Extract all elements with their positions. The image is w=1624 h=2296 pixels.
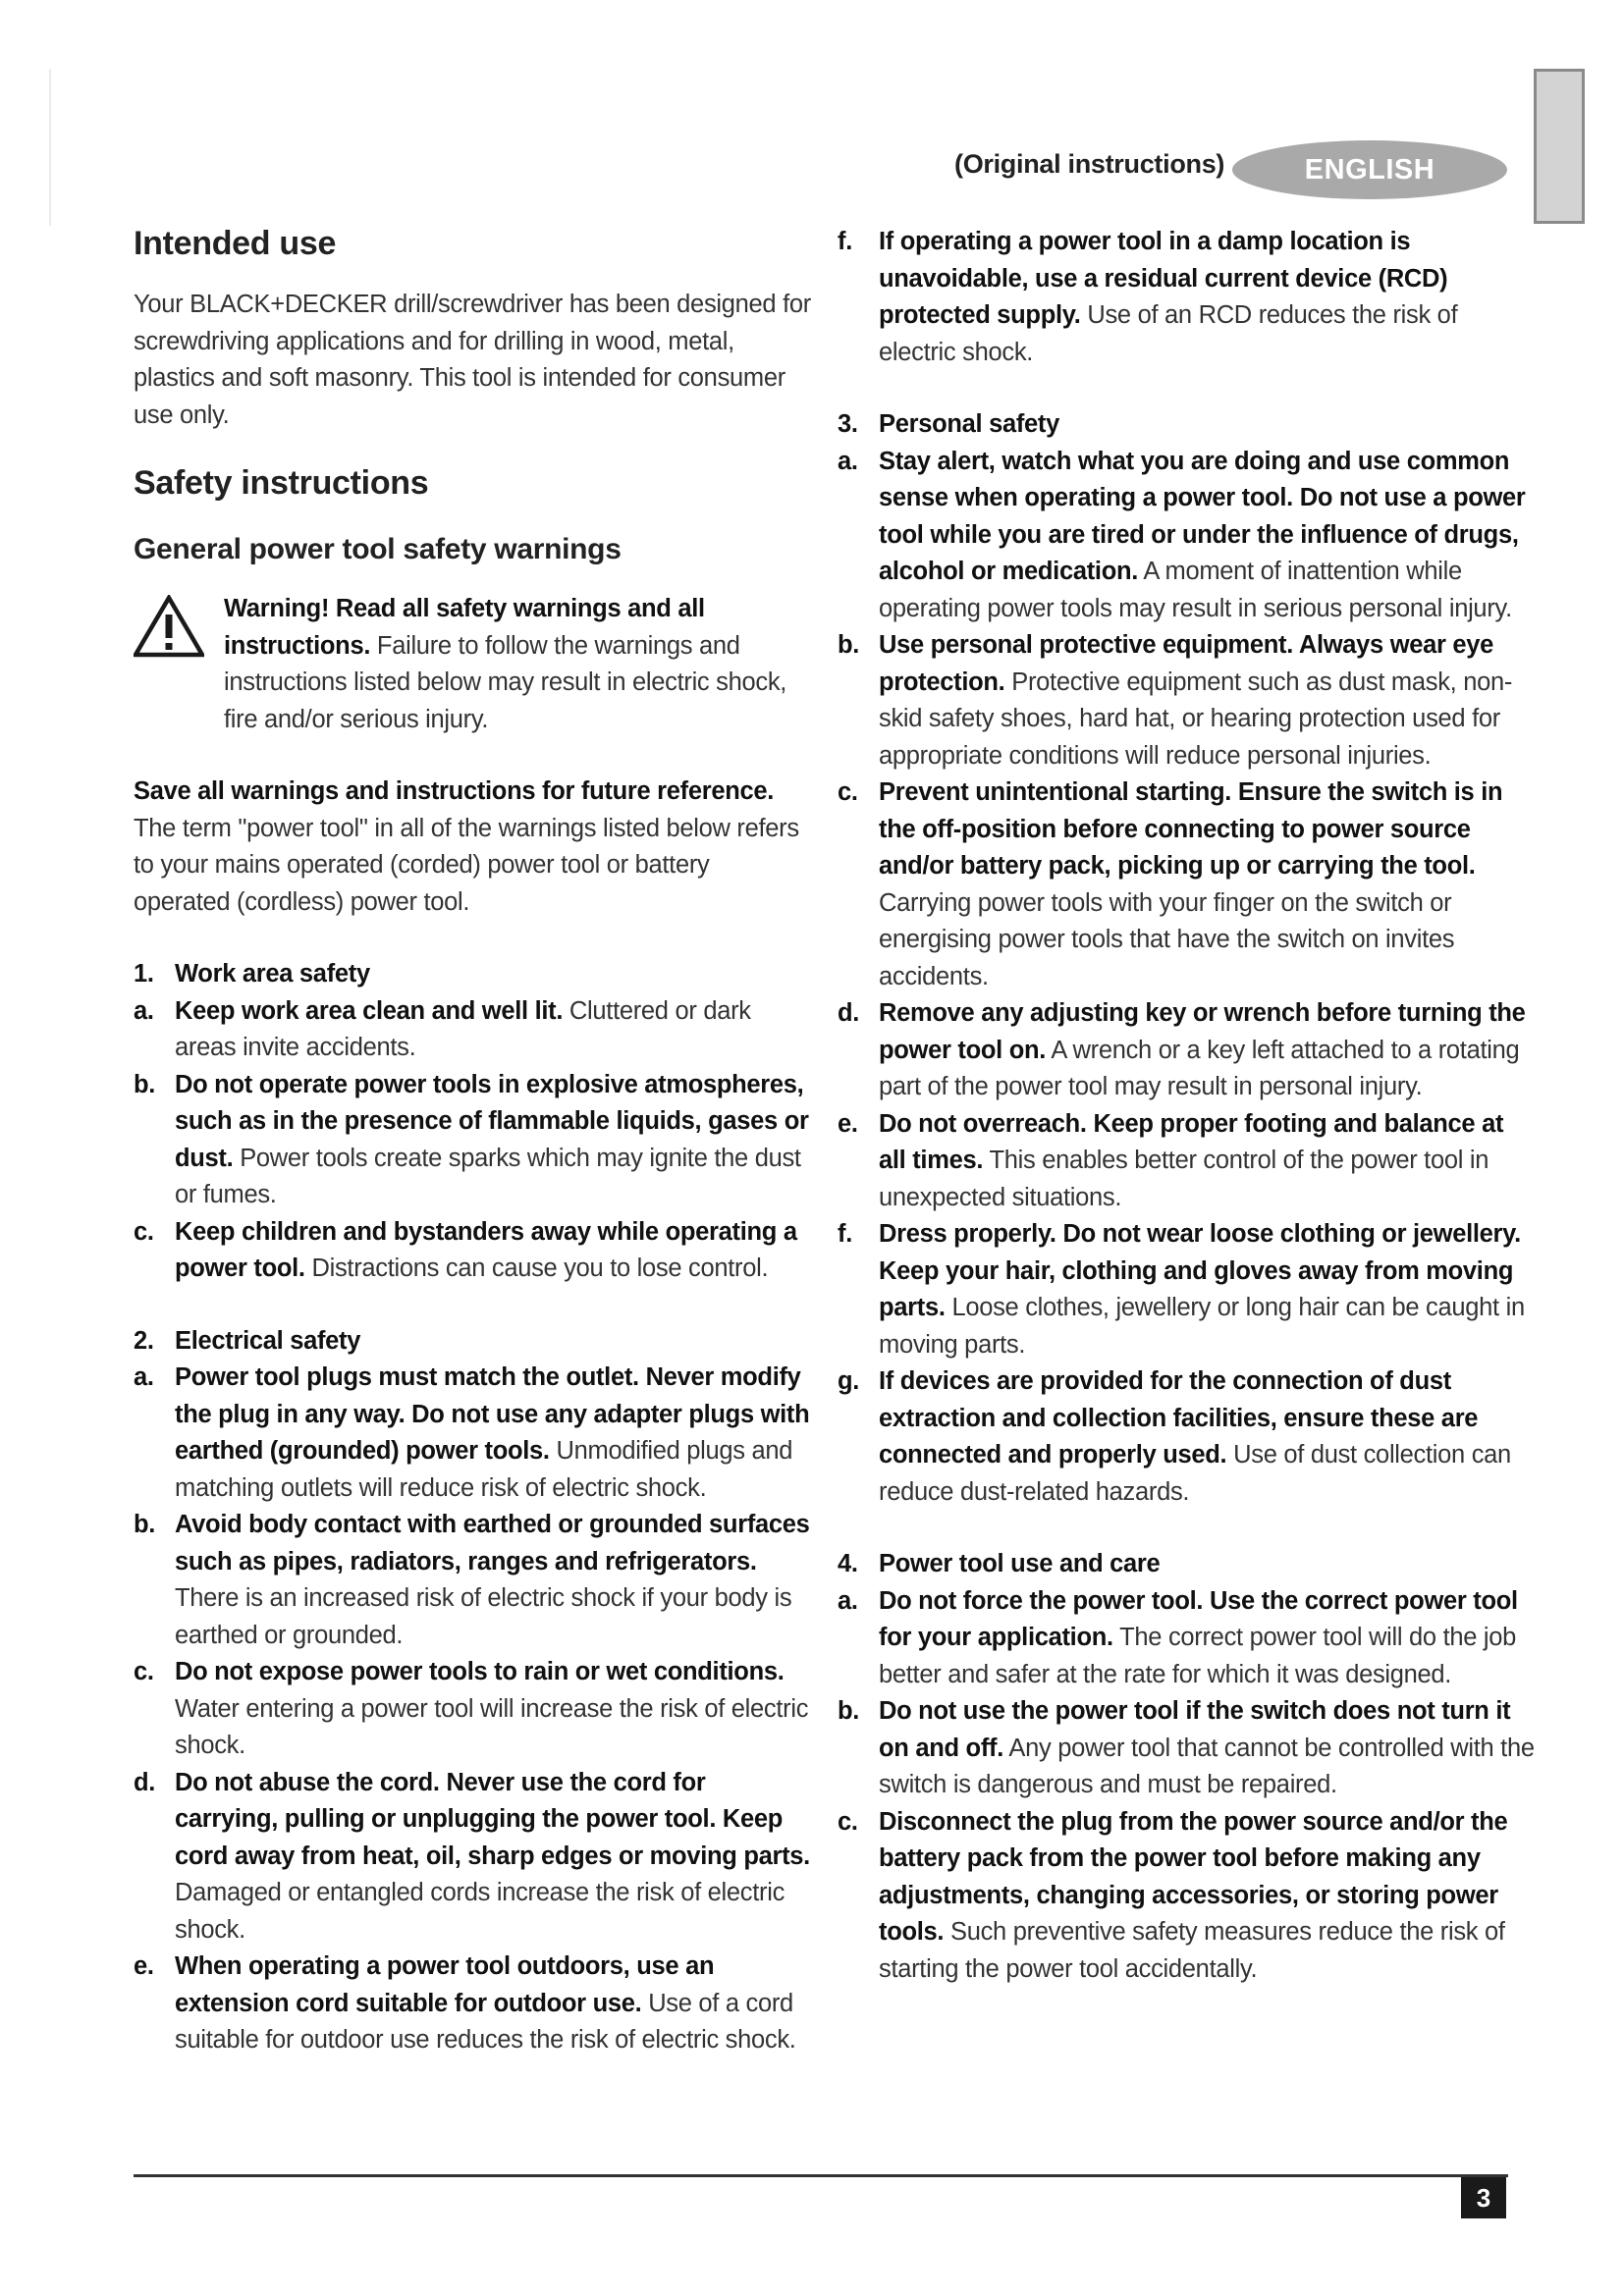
item-bold: If devices are provided for the connection of dust extraction and collection facilities, ensure these are connected and properly used. (879, 1367, 1479, 1468)
item-bold: Keep children and bystanders away while operating a power tool. (175, 1217, 797, 1282)
list-item (134, 1949, 811, 2059)
item-text: Any power tool that cannot be controlled with the switch is dangerous and must be repaired. (879, 1734, 1535, 1798)
item-bold: Stay alert, watch what you are doing and use common sense when operating a power tool. Do not use a power tool while you are tired or under the influence of drugs, alcohol or medication. (879, 447, 1526, 585)
list-item (838, 1216, 1537, 1363)
list-item (838, 1583, 1537, 1694)
list-item (134, 1765, 811, 1949)
item-bold: Dress properly. Do not wear loose clothing or jewellery. Keep your hair, clothing and gloves away from moving parts. (879, 1220, 1521, 1321)
item-text: There is an increased risk of electric shock if your body is earthed or grounded. (175, 1584, 792, 1649)
item-label: f. (838, 1220, 852, 1248)
warning-bold: Warning! Read all safety warnings and all instructions. (224, 595, 705, 660)
list-item (134, 1507, 811, 1654)
list-item (838, 224, 1537, 371)
section-heading-electrical (134, 1323, 811, 1361)
item-text: Damaged or entangled cords increase the risk of electric shock. (175, 1879, 785, 1944)
save-bold: Save all warnings and instructions for future reference. (134, 777, 775, 805)
intended-use-heading: Intended use (134, 225, 337, 262)
section-title: Power tool use and care (879, 1550, 1161, 1577)
item-text: Use of a cord suitable for outdoor use reduces the risk of electric shock. (175, 1989, 796, 2054)
item-bold: Disconnect the plug from the power source and/or the battery pack from the power tool before making any adjustments, changing accessories, or storing power tools. (879, 1807, 1508, 1946)
item-text: A wrench or a key left attached to a rotating part of the power tool may result in personal injury. (879, 1036, 1520, 1100)
item-label: c. (838, 778, 858, 806)
item-label: b. (134, 1511, 156, 1538)
item-label: a. (134, 996, 154, 1025)
item-text: Such preventive safety measures reduce the risk of starting the power tool accidentally. (879, 1918, 1505, 1983)
item-bold: Power tool plugs must match the outlet. Never modify the plug in any way. Do not use any adapter plugs with earthed (grounded) power tools. (175, 1363, 810, 1465)
list-item (134, 1654, 811, 1765)
item-text: Unmodified plugs and matching outlets will reduce risk of electric shock. (175, 1437, 793, 1502)
list-item (838, 995, 1537, 1106)
language-side-tab (1534, 69, 1585, 224)
section-number: 3. (838, 410, 858, 438)
list-item (838, 1804, 1537, 1989)
item-bold: If operating a power tool in a damp location is unavoidable, use a residual current device (RCD) protected supply. (879, 228, 1448, 329)
item-bold: Keep work area clean and well lit. (175, 996, 564, 1025)
section-heading-personal-safety (838, 406, 1537, 444)
item-bold: When operating a power tool outdoors, use an extension cord suitable for outdoor use. (175, 1952, 715, 2017)
item-label: e. (838, 1109, 858, 1138)
list-item (838, 1693, 1537, 1804)
item-label: g. (838, 1367, 860, 1395)
item-text: Loose clothes, jewellery or long hair can be caught in moving parts. (879, 1294, 1525, 1359)
item-text: Water entering a power tool will increase the risk of electric shock. (175, 1694, 809, 1759)
item-text: Carrying power tools with your finger on the switch or energising power tools that have the switch on invites accidents. (879, 888, 1455, 990)
item-label: a. (134, 1363, 154, 1391)
item-bold: Avoid body contact with earthed or grounded surfaces such as pipes, radiators, ranges and refrigerators. (175, 1511, 810, 1575)
item-label: a. (838, 1586, 858, 1615)
original-instructions-label: (Original instructions) (954, 149, 1225, 179)
list-item (838, 774, 1537, 995)
general-warnings-heading: General power tool safety warnings (134, 533, 622, 565)
item-bold: Do not overreach. Keep proper footing and balance at all times. (879, 1109, 1504, 1174)
save-instructions-paragraph (134, 774, 811, 921)
item-label: d. (838, 999, 860, 1027)
item-bold: Do not use the power tool if the switch does not turn it on and off. (879, 1697, 1511, 1762)
item-bold: Prevent unintentional starting. Ensure the switch is in the off-position before connecting to power source and/or battery pack, picking up or carrying the tool. (879, 778, 1503, 880)
item-label: c. (134, 1658, 154, 1685)
list-item (134, 1360, 811, 1507)
item-label: c. (838, 1807, 858, 1836)
item-bold: Use personal protective equipment. Always wear eye protection. (879, 631, 1494, 696)
warning-block (134, 591, 811, 738)
list-item (838, 627, 1537, 774)
warning-triangle-icon (134, 595, 204, 658)
item-text: Use of an RCD reduces the risk of electric shock. (879, 301, 1458, 366)
item-text: A moment of inattention while operating power tools may result in serious personal injury. (879, 558, 1512, 622)
item-label: a. (838, 447, 858, 475)
list-item (134, 993, 811, 1067)
item-label: b. (134, 1070, 156, 1098)
section-heading-tool-use (838, 1546, 1537, 1583)
section-number: 2. (134, 1326, 154, 1355)
item-text: Distractions can cause you to lose control. (311, 1255, 769, 1282)
warning-text (224, 591, 811, 738)
item-bold: Do not abuse the cord. Never use the cord for carrying, pulling or unplugging the power tool. Keep cord away from heat, oil, sharp edges or moving parts. (175, 1768, 810, 1870)
item-bold: Do not expose power tools to rain or wet conditions. (175, 1658, 785, 1685)
intended-use-body: Your BLACK+DECKER drill/screwdriver has been designed for screwdriving applications and for drilling in wood, metal, plastics and soft masonry. This tool is intended for consumer use only. (134, 291, 811, 429)
safety-instructions-heading: Safety instructions (134, 464, 429, 502)
scan-edge-line (49, 69, 51, 226)
item-label: e. (134, 1952, 154, 1980)
item-text: This enables better control of the power tool in unexpected situations. (879, 1147, 1489, 1211)
item-text: Cluttered or dark areas invite accidents. (175, 996, 751, 1061)
section-title: Work area safety (175, 960, 370, 988)
footer-rule (134, 2174, 1508, 2177)
left-column (134, 224, 811, 2059)
section-title: Personal safety (879, 410, 1060, 438)
section-heading-work-area (134, 956, 811, 993)
item-text: Power tools create sparks which may ignite the dust or fumes. (175, 1144, 801, 1208)
list-item (838, 1363, 1537, 1511)
save-rest: The term "power tool" in all of the warnings listed below refers to your mains operated (corded) power tool or battery operated (cordless) power tool. (134, 814, 799, 916)
section-title: Electrical safety (175, 1326, 361, 1355)
item-text: Protective equipment such as dust mask, non-skid safety shoes, hard hat, or hearing protection used for appropriate conditions will reduce personal injuries. (879, 667, 1513, 770)
list-item (838, 1106, 1537, 1217)
page-number: 3 (1461, 2177, 1506, 2218)
item-text: Use of dust collection can reduce dust-related hazards. (879, 1441, 1511, 1506)
list-item (838, 444, 1537, 628)
language-badge: ENGLISH (1232, 140, 1507, 199)
item-bold: Remove any adjusting key or wrench before turning the power tool on. (879, 999, 1526, 1064)
warning-rest: Failure to follow the warnings and instructions listed below may result in electric shock, fire and/or serious injury. (224, 631, 787, 733)
section-number: 4. (838, 1550, 858, 1577)
item-label: b. (838, 1697, 860, 1725)
item-label: c. (134, 1217, 154, 1246)
right-column (838, 224, 1537, 1988)
item-bold: Do not operate power tools in explosive atmospheres, such as in the presence of flammable liquids, gases or dust. (175, 1070, 809, 1172)
section-number: 1. (134, 960, 154, 988)
list-item (134, 1067, 811, 1214)
item-label: f. (838, 228, 852, 255)
list-item (134, 1214, 811, 1288)
item-label: b. (838, 631, 860, 659)
item-text: The correct power tool will do the job better and safer at the rate for which it was designed. (879, 1624, 1517, 1688)
item-bold: Do not force the power tool. Use the correct power tool for your application. (879, 1586, 1518, 1651)
item-label: d. (134, 1768, 156, 1796)
